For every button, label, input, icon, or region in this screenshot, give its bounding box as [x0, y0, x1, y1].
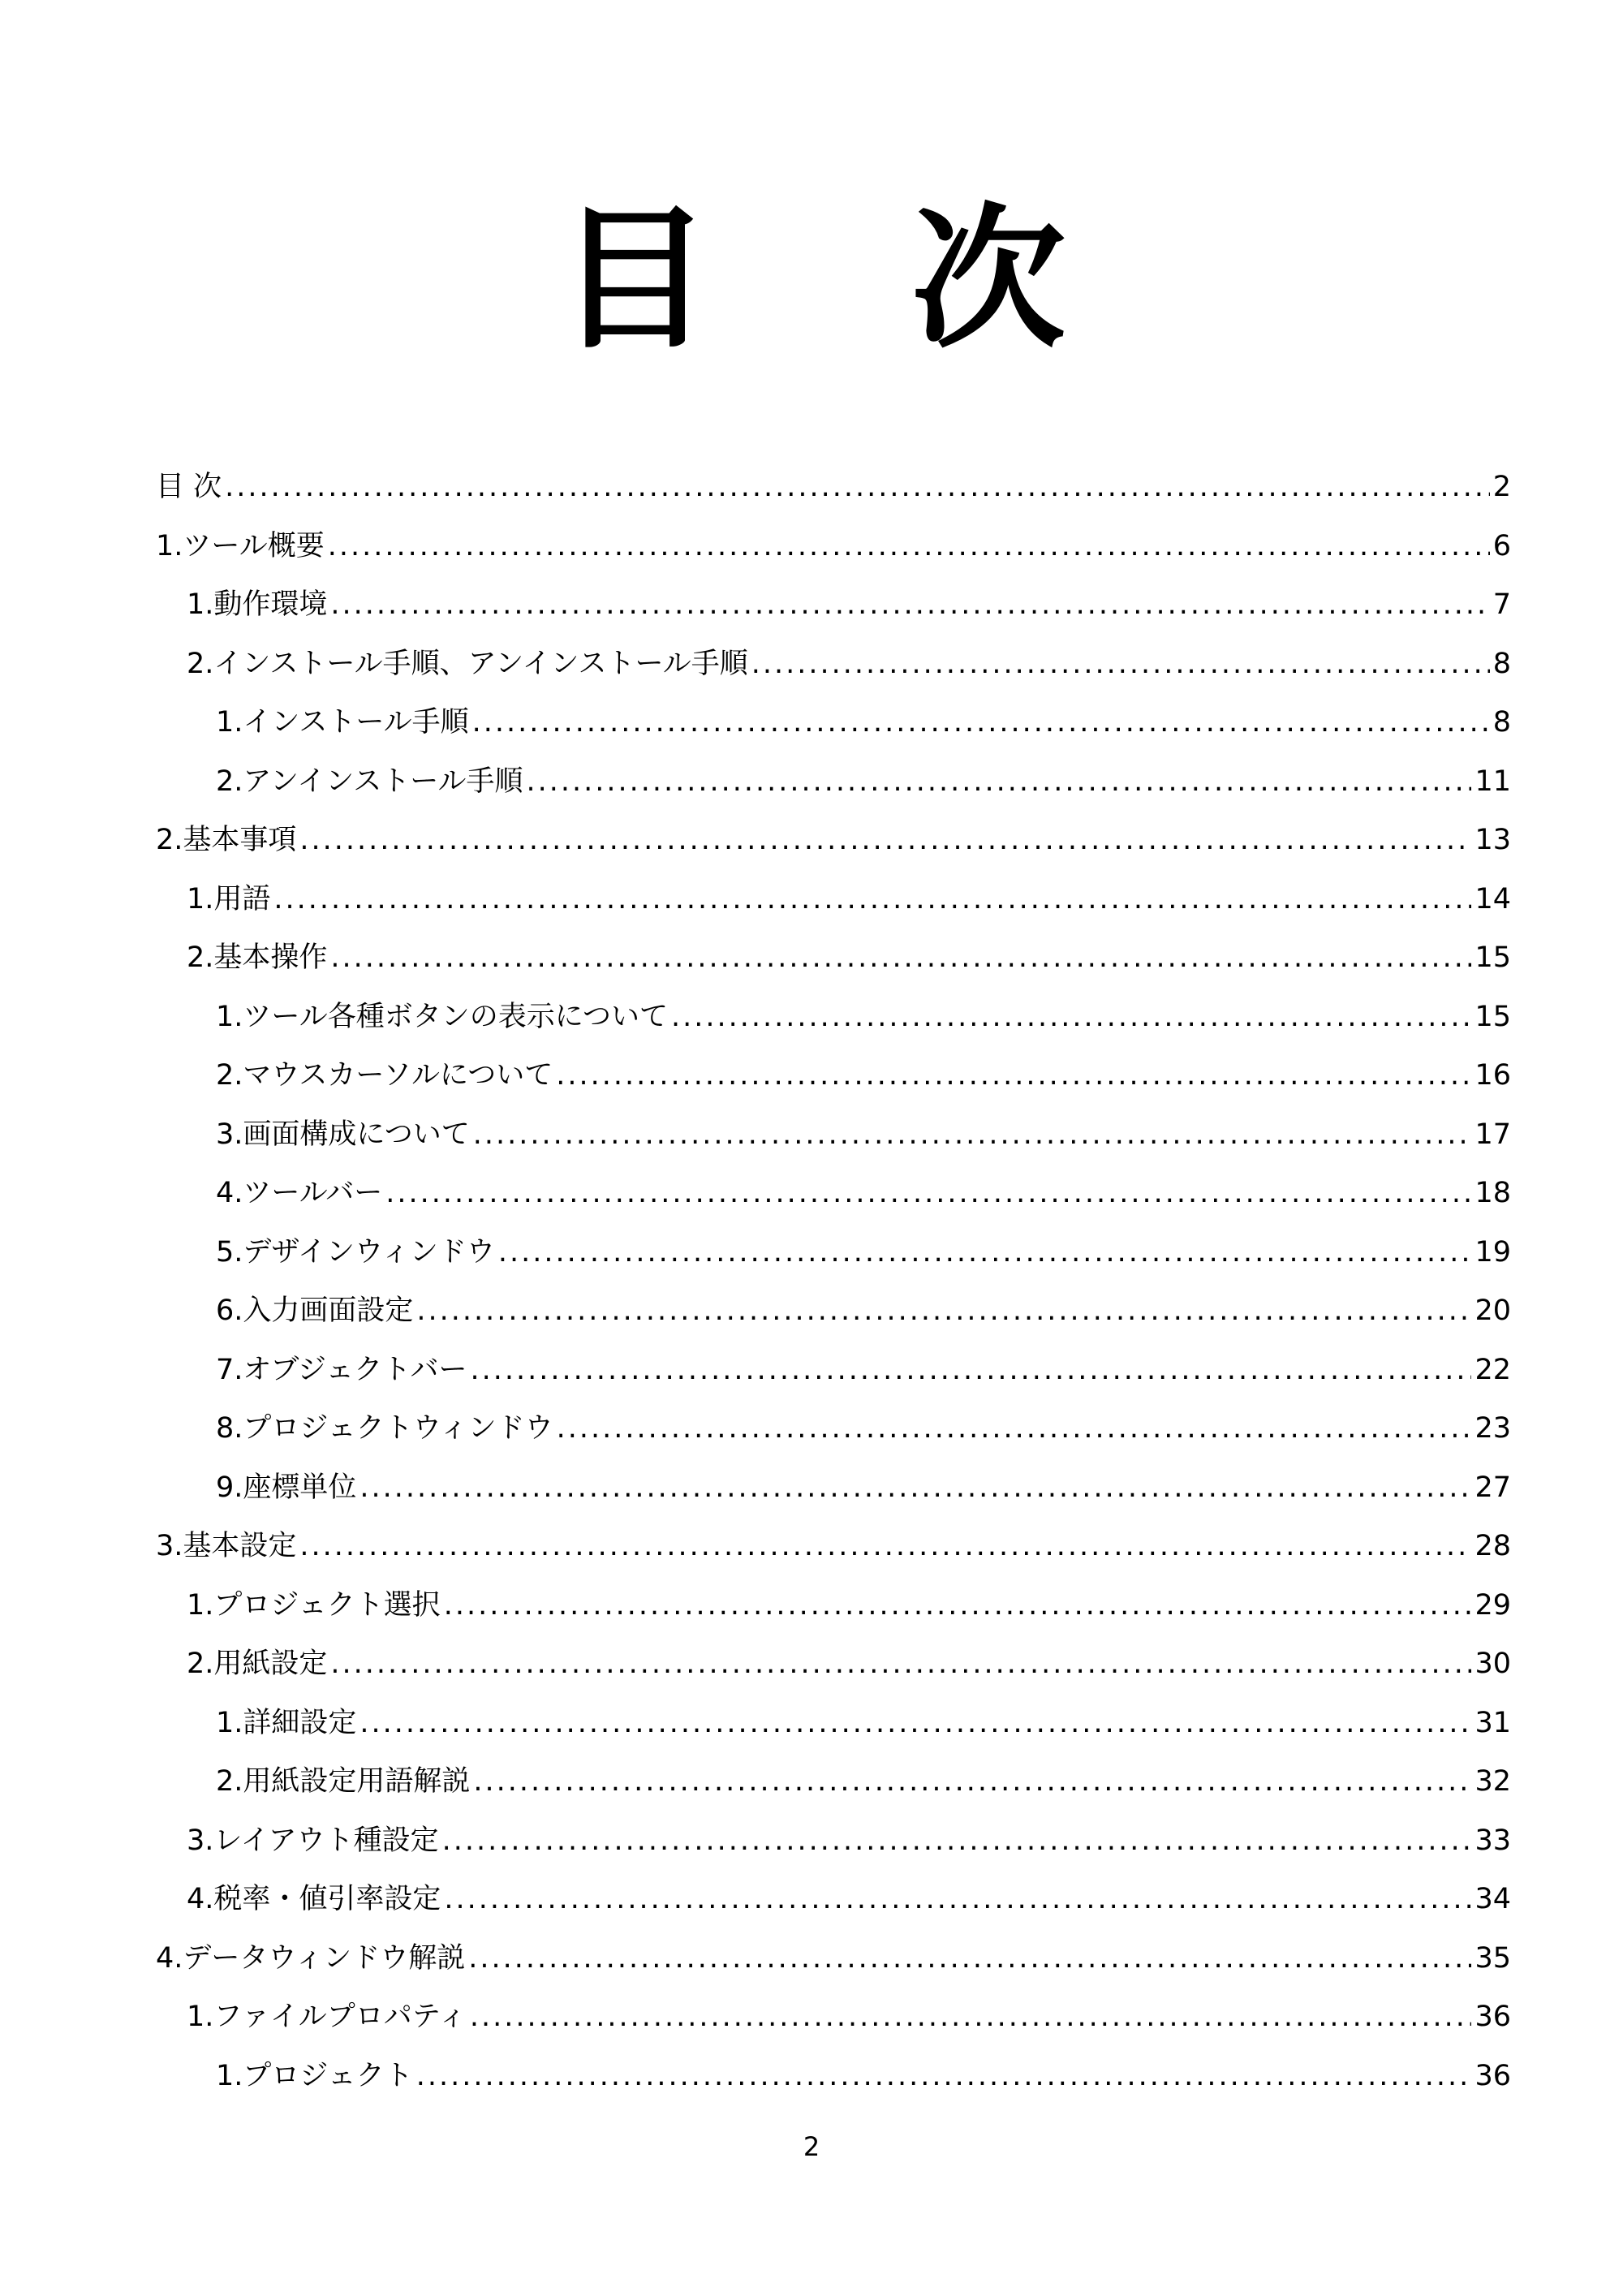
toc-dot-leader [671, 993, 1471, 1041]
toc-entry-label: 2.用紙設定用語解説 [216, 1765, 471, 1798]
toc-entry-label: 9.座標単位 [216, 1471, 357, 1504]
toc-entry-page: 16 [1474, 1059, 1511, 1092]
toc-entry[interactable] [156, 522, 1511, 581]
toc-entry-page: 32 [1474, 1765, 1511, 1798]
toc-entry[interactable] [156, 698, 1511, 757]
toc-entry-page: 18 [1474, 1177, 1511, 1209]
toc-dot-leader [416, 1286, 1471, 1335]
toc-entry[interactable] [156, 1228, 1511, 1287]
toc-entry-label: 4.データウィンドウ解説 [156, 1941, 466, 1975]
toc-entry[interactable] [156, 757, 1511, 816]
toc-entry[interactable] [156, 816, 1511, 875]
toc-dot-leader [328, 522, 1490, 571]
toc-entry[interactable] [156, 1875, 1511, 1934]
toc-entry-label: 1.用語 [187, 882, 271, 915]
toc-dot-leader [273, 875, 1471, 924]
toc-entry[interactable] [156, 1346, 1511, 1405]
toc-entry-page: 23 [1474, 1412, 1511, 1445]
toc-dot-leader [330, 933, 1471, 982]
toc-dot-leader [330, 1639, 1471, 1688]
toc-dot-leader [751, 640, 1490, 688]
toc-dot-leader [330, 580, 1489, 629]
toc-entry-label: 2.アンインストール手順 [216, 765, 523, 798]
toc-entry-page: 28 [1474, 1530, 1511, 1562]
page-title: 目 次 [557, 190, 1139, 369]
table-of-contents [156, 463, 1511, 2110]
toc-entry-label: 1.ツール各種ボタンの表示について [216, 1000, 668, 1033]
toc-entry-label: 2.用紙設定 [187, 1648, 328, 1680]
toc-entry[interactable] [156, 1404, 1511, 1463]
toc-entry-page: 27 [1474, 1471, 1511, 1504]
toc-dot-leader [470, 1992, 1472, 2041]
page-number: 2 [803, 2131, 820, 2162]
toc-entry-label: 4.ツールバー [216, 1177, 383, 1209]
toc-entry-label: 3.基本設定 [156, 1530, 297, 1562]
toc-entry[interactable] [156, 2052, 1511, 2111]
toc-entry-label: 1.ファイルプロパティ [187, 2001, 467, 2033]
toc-entry-label: 1.プロジェクト [216, 2059, 413, 2092]
toc-entry[interactable] [156, 1522, 1511, 1581]
toc-entry[interactable] [156, 1934, 1511, 1993]
toc-dot-leader [359, 1463, 1471, 1512]
toc-entry[interactable] [156, 875, 1511, 934]
toc-entry-label: 1.プロジェクト選択 [187, 1588, 441, 1622]
toc-entry[interactable] [156, 1699, 1511, 1758]
toc-entry-label: 2.インストール手順、アンインストール手順 [187, 647, 748, 680]
toc-entry-page: 15 [1474, 1000, 1511, 1033]
toc-entry[interactable] [156, 1286, 1511, 1346]
toc-entry[interactable] [156, 993, 1511, 1052]
toc-entry-page: 13 [1474, 824, 1511, 856]
toc-entry-page: 14 [1474, 882, 1511, 915]
toc-entry-label: 1.詳細設定 [216, 1706, 357, 1739]
toc-entry[interactable] [156, 1992, 1511, 2052]
toc-entry[interactable] [156, 1816, 1511, 1876]
toc-entry-label: 8.プロジェクトウィンドウ [216, 1412, 553, 1445]
toc-dot-leader [471, 1346, 1472, 1394]
toc-entry-label: 5.デザインウィンドウ [216, 1235, 495, 1269]
toc-dot-leader [473, 1757, 1471, 1806]
toc-entry[interactable] [156, 1639, 1511, 1699]
toc-entry[interactable] [156, 1051, 1511, 1110]
toc-entry-label: 6.入力画面設定 [216, 1294, 414, 1327]
toc-dot-leader [556, 1051, 1471, 1100]
toc-entry-label: 7.オブジェクトバー [216, 1353, 467, 1386]
toc-entry-label: 2.マウスカーソルについて [216, 1059, 553, 1092]
toc-entry-page: 36 [1474, 2001, 1511, 2033]
toc-entry-page: 30 [1474, 1648, 1511, 1680]
toc-entry-page: 8 [1492, 706, 1511, 739]
toc-dot-leader [527, 757, 1472, 806]
toc-entry-label: 1.インストール手順 [216, 706, 469, 739]
toc-entry-label: 2.基本操作 [187, 941, 328, 974]
toc-entry-label: 目 次 [156, 471, 222, 503]
toc-entry-label: 3.画面構成について [216, 1118, 470, 1151]
toc-dot-leader [557, 1404, 1472, 1453]
toc-dot-leader [385, 1169, 1471, 1217]
toc-entry[interactable] [156, 933, 1511, 993]
toc-entry[interactable] [156, 1169, 1511, 1228]
toc-entry-label: 4.税率・値引率設定 [187, 1883, 441, 1915]
toc-entry[interactable] [156, 463, 1511, 522]
toc-entry[interactable] [156, 1581, 1511, 1640]
toc-entry-label: 1.動作環境 [187, 588, 328, 621]
toc-dot-leader [473, 1110, 1472, 1159]
toc-entry-page: 17 [1474, 1118, 1511, 1151]
toc-entry[interactable] [156, 1757, 1511, 1816]
toc-entry-page: 11 [1474, 765, 1511, 798]
toc-entry-page: 7 [1492, 588, 1511, 621]
toc-entry-label: 1.ツール概要 [156, 529, 325, 562]
toc-entry-page: 35 [1474, 1941, 1511, 1975]
toc-dot-leader [299, 816, 1471, 864]
toc-dot-leader [468, 1934, 1471, 1983]
toc-dot-leader [444, 1581, 1472, 1630]
toc-entry-page: 31 [1474, 1706, 1511, 1739]
toc-entry-page: 15 [1474, 941, 1511, 974]
toc-entry-page: 2 [1492, 471, 1511, 503]
toc-entry-page: 22 [1474, 1353, 1511, 1386]
toc-entry-page: 6 [1492, 529, 1511, 562]
toc-entry-page: 34 [1474, 1883, 1511, 1915]
toc-entry-page: 19 [1474, 1235, 1511, 1269]
toc-entry-page: 29 [1474, 1588, 1511, 1622]
toc-dot-leader [299, 1522, 1471, 1570]
toc-dot-leader [359, 1699, 1471, 1747]
toc-entry-page: 20 [1474, 1294, 1511, 1327]
toc-entry[interactable] [156, 640, 1511, 699]
toc-entry-label: 2.基本事項 [156, 824, 297, 856]
toc-dot-leader [498, 1228, 1472, 1277]
toc-entry-page: 36 [1474, 2059, 1511, 2092]
toc-dot-leader [444, 1875, 1471, 1923]
toc-dot-leader [416, 2052, 1472, 2100]
toc-dot-leader [225, 463, 1490, 511]
toc-entry[interactable] [156, 1110, 1511, 1170]
toc-dot-leader [442, 1816, 1472, 1865]
toc-entry-page: 33 [1474, 1824, 1511, 1857]
toc-entry-page: 8 [1492, 647, 1511, 680]
toc-dot-leader [472, 698, 1490, 747]
toc-entry[interactable] [156, 1463, 1511, 1523]
toc-entry[interactable] [156, 580, 1511, 640]
toc-entry-label: 3.レイアウト種設定 [187, 1824, 439, 1857]
